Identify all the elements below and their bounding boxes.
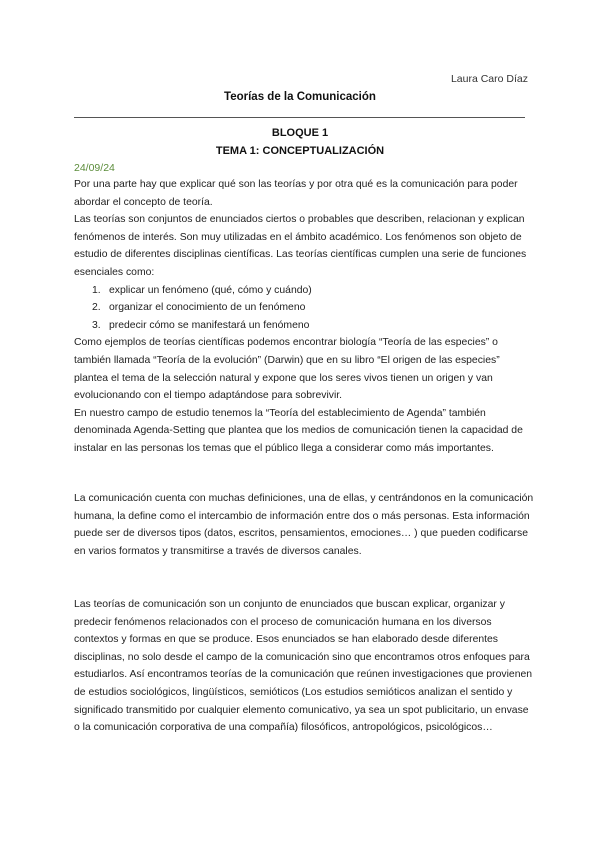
body-block-3 [74, 596, 534, 737]
paragraph-communication: La comunicación cuenta con muchas definiciones, una de ellas, y centrándonos en la comunicación humana, la define como el intercambio de información entre dos o más personas. Esta información puede ser de diversos tipos (datos, escritos, pensamientos, emociones… ) que pueden codificarse en varios formatos y transmitirse a través de diversos canales. [74, 493, 534, 557]
functions-list [74, 282, 534, 335]
paragraph-theories: Las teorías de comunicación son un conjunto de enunciados que buscan explicar, organizar y predecir fenómenos relacionados con el proceso de comunicación humana en los diversos contextos y formas en que se produce. Esos enunciados se han elaborado desde diferentes disciplinas, no solo desde el campo de la comunicación sino que encontramos otros enfoques para estudiarlos. Así encontramos teorías de la comunicación que reúnen investigaciones que provienen de estudios sociológicos, lingüísticos, semióticos (Los estudios semióticos analizan el sentido y significado transmitido por cualquier elemento comunicativo, ya sea un spot publicitario, un envase o la comunicación corporativa de una compañía) filosóficos, antropológicos, psicológicos… [74, 599, 533, 734]
topic-heading: TEMA 1: CONCEPTUALIZACIÓN [215, 145, 385, 157]
body-block-1 [74, 176, 534, 458]
list-item [92, 282, 534, 300]
list-number: 1. [92, 284, 101, 296]
list-item [92, 299, 534, 317]
title-divider [74, 117, 525, 118]
paragraph-definition: Las teorías son conjuntos de enunciados ciertos o probables que describen, relacionan y explican fenómenos de interés. Son muy utilizadas en el ámbito académico. Los fenómenos son objeto de estudio de diferentes disciplinas científicas. Las teorías científicas cumplen una serie de funciones esenciales como: [74, 214, 527, 278]
author-name: Laura Caro Díaz [450, 73, 528, 85]
list-number: 3. [92, 319, 101, 331]
list-number: 2. [92, 302, 101, 314]
list-item [92, 317, 534, 335]
body-block-2 [74, 490, 534, 560]
paragraph-agenda: En nuestro campo de estudio tenemos la “Teoría del establecimiento de Agenda” también denominada Agenda-Setting que plantea que los medios de comunicación tienen la capacidad de instalar en las personas los temas que el público llega a considerar como más importantes. [74, 407, 523, 454]
list-item-text: predecir cómo se manifestará un fenómeno [109, 319, 310, 331]
paragraph-intro: Por una parte hay que explicar qué son las teorías y por otra qué es la comunicación para poder abordar el concepto de teoría. [74, 179, 518, 208]
list-item-text: organizar el conocimiento de un fenómeno [109, 302, 306, 314]
date-label: 24/09/24 [74, 162, 115, 174]
list-item-text: explicar un fenómeno (qué, cómo y cuándo) [109, 284, 312, 296]
document-title: Teorías de la Comunicación [224, 91, 376, 103]
block-heading: BLOQUE 1 [271, 127, 329, 139]
paragraph-examples: Como ejemplos de teorías científicas podemos encontrar biología “Teoría de las especies” o también llamada “Teoría de la evolución” (Darwin) que en su libro “El origen de las especies” plantea el tema de la selección natural y expone que los seres vivos tienen un origen y van evolucionando con el tiempo adaptándose para sobrevivir. [74, 337, 500, 402]
